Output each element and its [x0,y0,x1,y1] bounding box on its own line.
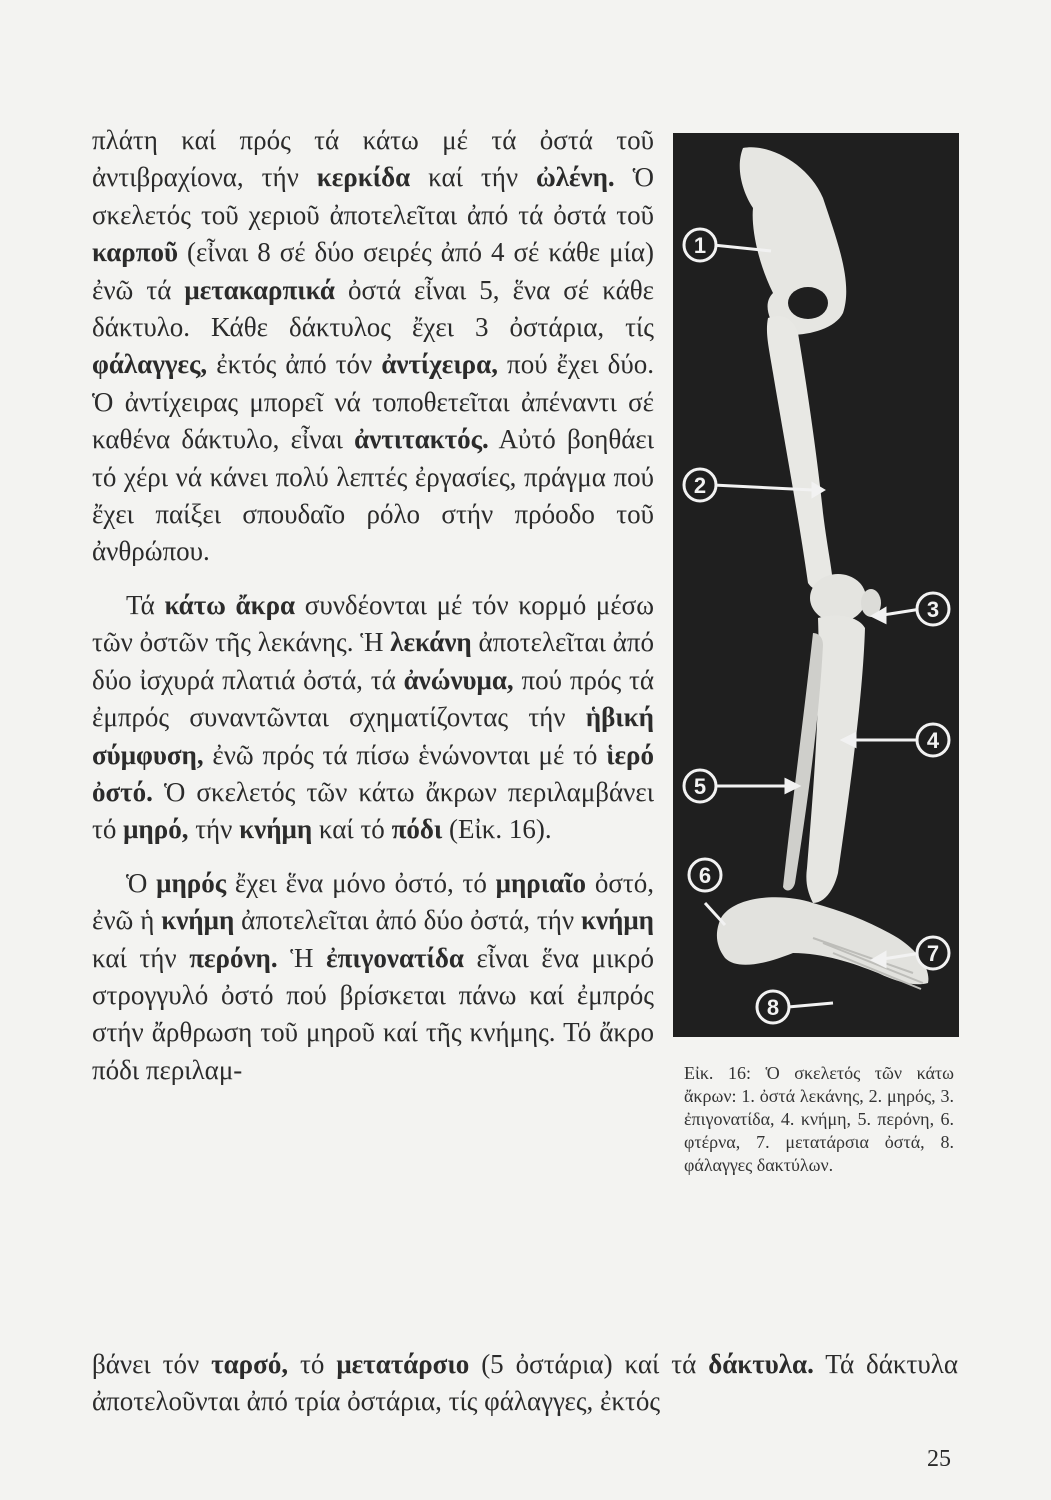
bold-term: δάκτυλα. [708,1349,814,1379]
text-run: ἀποτελεῖται ἀπό δύο ἰσχυρά πλατιά ὀστά, τά [92,627,654,695]
bold-term: κάτω ἄκρα [164,589,296,620]
figure-marker-3 [917,593,949,625]
text-run: (Εἰκ. 16). [442,814,552,845]
bold-term: μετακαρπικά [184,274,335,305]
text-run: συνδέονται μέ τόν κορμό μέσω τῶν ὀστῶν τῆς λεκάνης. Ἡ [92,589,654,658]
svg-text:8: 8 [766,995,780,1020]
full-width-text [92,1346,958,1421]
bold-term: περόνη. [189,942,278,973]
obturator-foramen [788,287,828,319]
text-run: τό [288,1349,337,1379]
bold-term: ἀνώνυμα, [403,664,514,695]
bold-term: μηρό, [123,814,189,845]
text-run: ἐνῶ πρός τά πίσω ἑνώνονται μέ τό [203,739,607,770]
page-number: 25 [927,1446,951,1472]
bold-term: μετατάρσιο [336,1349,470,1379]
text-run: Ὁ σκελετός τῶν κάτω ἄκρων περιλαμβάνει τό [92,776,654,845]
bold-term: κνήμη [239,814,313,845]
figure-caption-text: Εἰκ. 16: Ὁ σκελετός τῶν κάτω ἄκρων: 1. ὀστά λεκάνης, 2. μηρός, 3. ἐπιγονατίδα, 4. κνήμη, 5. περόνη, 6. φτέρνα, 7. μετατάρσια ὀστά, 8. φάλαγγες δακτύλων. [684,1063,954,1175]
bold-term: ἡβική σύμφυση, [92,702,654,770]
paragraph-foot [92,1346,958,1421]
paragraph-lower-limbs [92,587,654,849]
bold-term: κνήμη [580,905,654,936]
figure-marker-2 [684,469,716,501]
svg-text:7: 7 [926,941,940,966]
figure-marker-4 [917,724,949,756]
lower-limb-skeleton-figure [673,133,959,1037]
paragraph-femur [92,865,654,1089]
text-run: Τά δάκτυλα ἀποτελοῦνται ἀπό τρία ὀστάρια, τίς φάλαγγες, ἐκτός [92,1349,958,1417]
text-run: πού ἔχει δύο. Ὁ ἀντίχειρας μπορεῖ νά τοποθετεῖται ἀπέναντι σέ καθένα δάκτυλο, εἶναι [92,349,654,455]
text-run: Ὁ [126,867,157,898]
svg-text:1: 1 [693,233,707,258]
figure-caption [684,1062,954,1177]
text-run: (εἶναι 8 σέ δύο σειρές ἀπό 4 σέ κάθε μία) ἐνῶ τά [92,237,654,305]
bold-term: μηρός [156,867,227,898]
femur-bone [767,316,833,591]
text-run: πλάτη καί πρός τά κάτω μέ τά ὀστά τοῦ ἀντιβραχίονα, τήν [92,125,654,193]
text-run: Ὁ σκελετός τοῦ χεριοῦ ἀποτελεῖται ἀπό τά ὀστά τοῦ [92,162,654,230]
bold-term: λεκάνη [390,627,472,658]
text-run: ὀστά εἶναι 5, ἕνα σέ κάθε δάκτυλο. Κάθε δάκτυλος ἔχει 3 ὀστάρια, τίς [92,274,654,343]
text-run: καί τήν [410,162,536,193]
bold-term: ἐπιγονατίδα [326,942,464,973]
text-run: ἀποτελεῖται ἀπό δύο ὀστά, τήν [234,905,581,936]
figure-marker-8 [757,991,789,1023]
text-run: πού πρός τά ἐμπρός συναντῶνται σχηματίζοντας τήν [92,664,655,733]
figure-marker-6 [689,859,721,891]
text-run: Αὐτό βοηθάει τό χέρι νά κάνει πολύ λεπτές ἐργασίες, πράγμα πού ἔχει παίξει σπουδαῖο ρόλο στήν πρόοδο τοῦ ἀνθρώπου. [92,424,654,567]
bold-term: κνήμη [161,905,235,936]
text-run: καί τό [312,814,392,845]
text-run: καί τήν [92,942,190,973]
skeleton-illustration [673,133,959,1037]
text-run: ὀστό, ἐνῶ ἡ [92,867,655,936]
figure-marker-1 [684,229,716,261]
figure-marker-5 [684,770,716,802]
text-run: ἔχει ἕνα μόνο ὀστό, τό [226,867,496,898]
paragraph-hand [92,122,654,571]
bold-term: καρποῦ [92,237,179,268]
svg-text:6: 6 [698,863,712,888]
bold-term: ὠλένη. [536,162,615,193]
bold-term: ἀντιτακτός. [354,424,489,455]
left-text-column [92,122,654,1089]
text-run: Ἡ [277,942,327,973]
svg-text:2: 2 [693,473,707,498]
text-run: (5 ὀστάρια) καί τά [469,1349,709,1379]
bold-term: ἱερό ὀστό. [92,739,654,807]
text-run: βάνει τόν [92,1349,212,1379]
bold-term: ἀντίχειρα, [381,349,498,380]
svg-text:5: 5 [693,774,707,799]
text-run: ἐκτός ἀπό τόν [207,349,382,380]
figure-marker-7 [917,937,949,969]
bold-term: φάλαγγες, [92,349,208,380]
knee-joint [810,574,866,622]
text-run: Τά [126,589,165,620]
bold-term: κερκίδα [316,162,411,193]
bold-term: πόδι [391,814,443,845]
svg-text:4: 4 [926,728,940,753]
bold-term: ταρσό, [211,1349,289,1379]
text-run: εἶναι ἕνα μικρό στρογγυλό ὀστό πού βρίσκεται πάνω καί ἐμπρός στήν ἄρθρωση τοῦ μηροῦ καί τῆς κνήμης. Τό ἄκρο πόδι περιλαμ- [92,942,655,1085]
text-run: τήν [188,814,240,845]
bold-term: μηριαῖο [495,867,587,898]
svg-text:3: 3 [926,597,940,622]
